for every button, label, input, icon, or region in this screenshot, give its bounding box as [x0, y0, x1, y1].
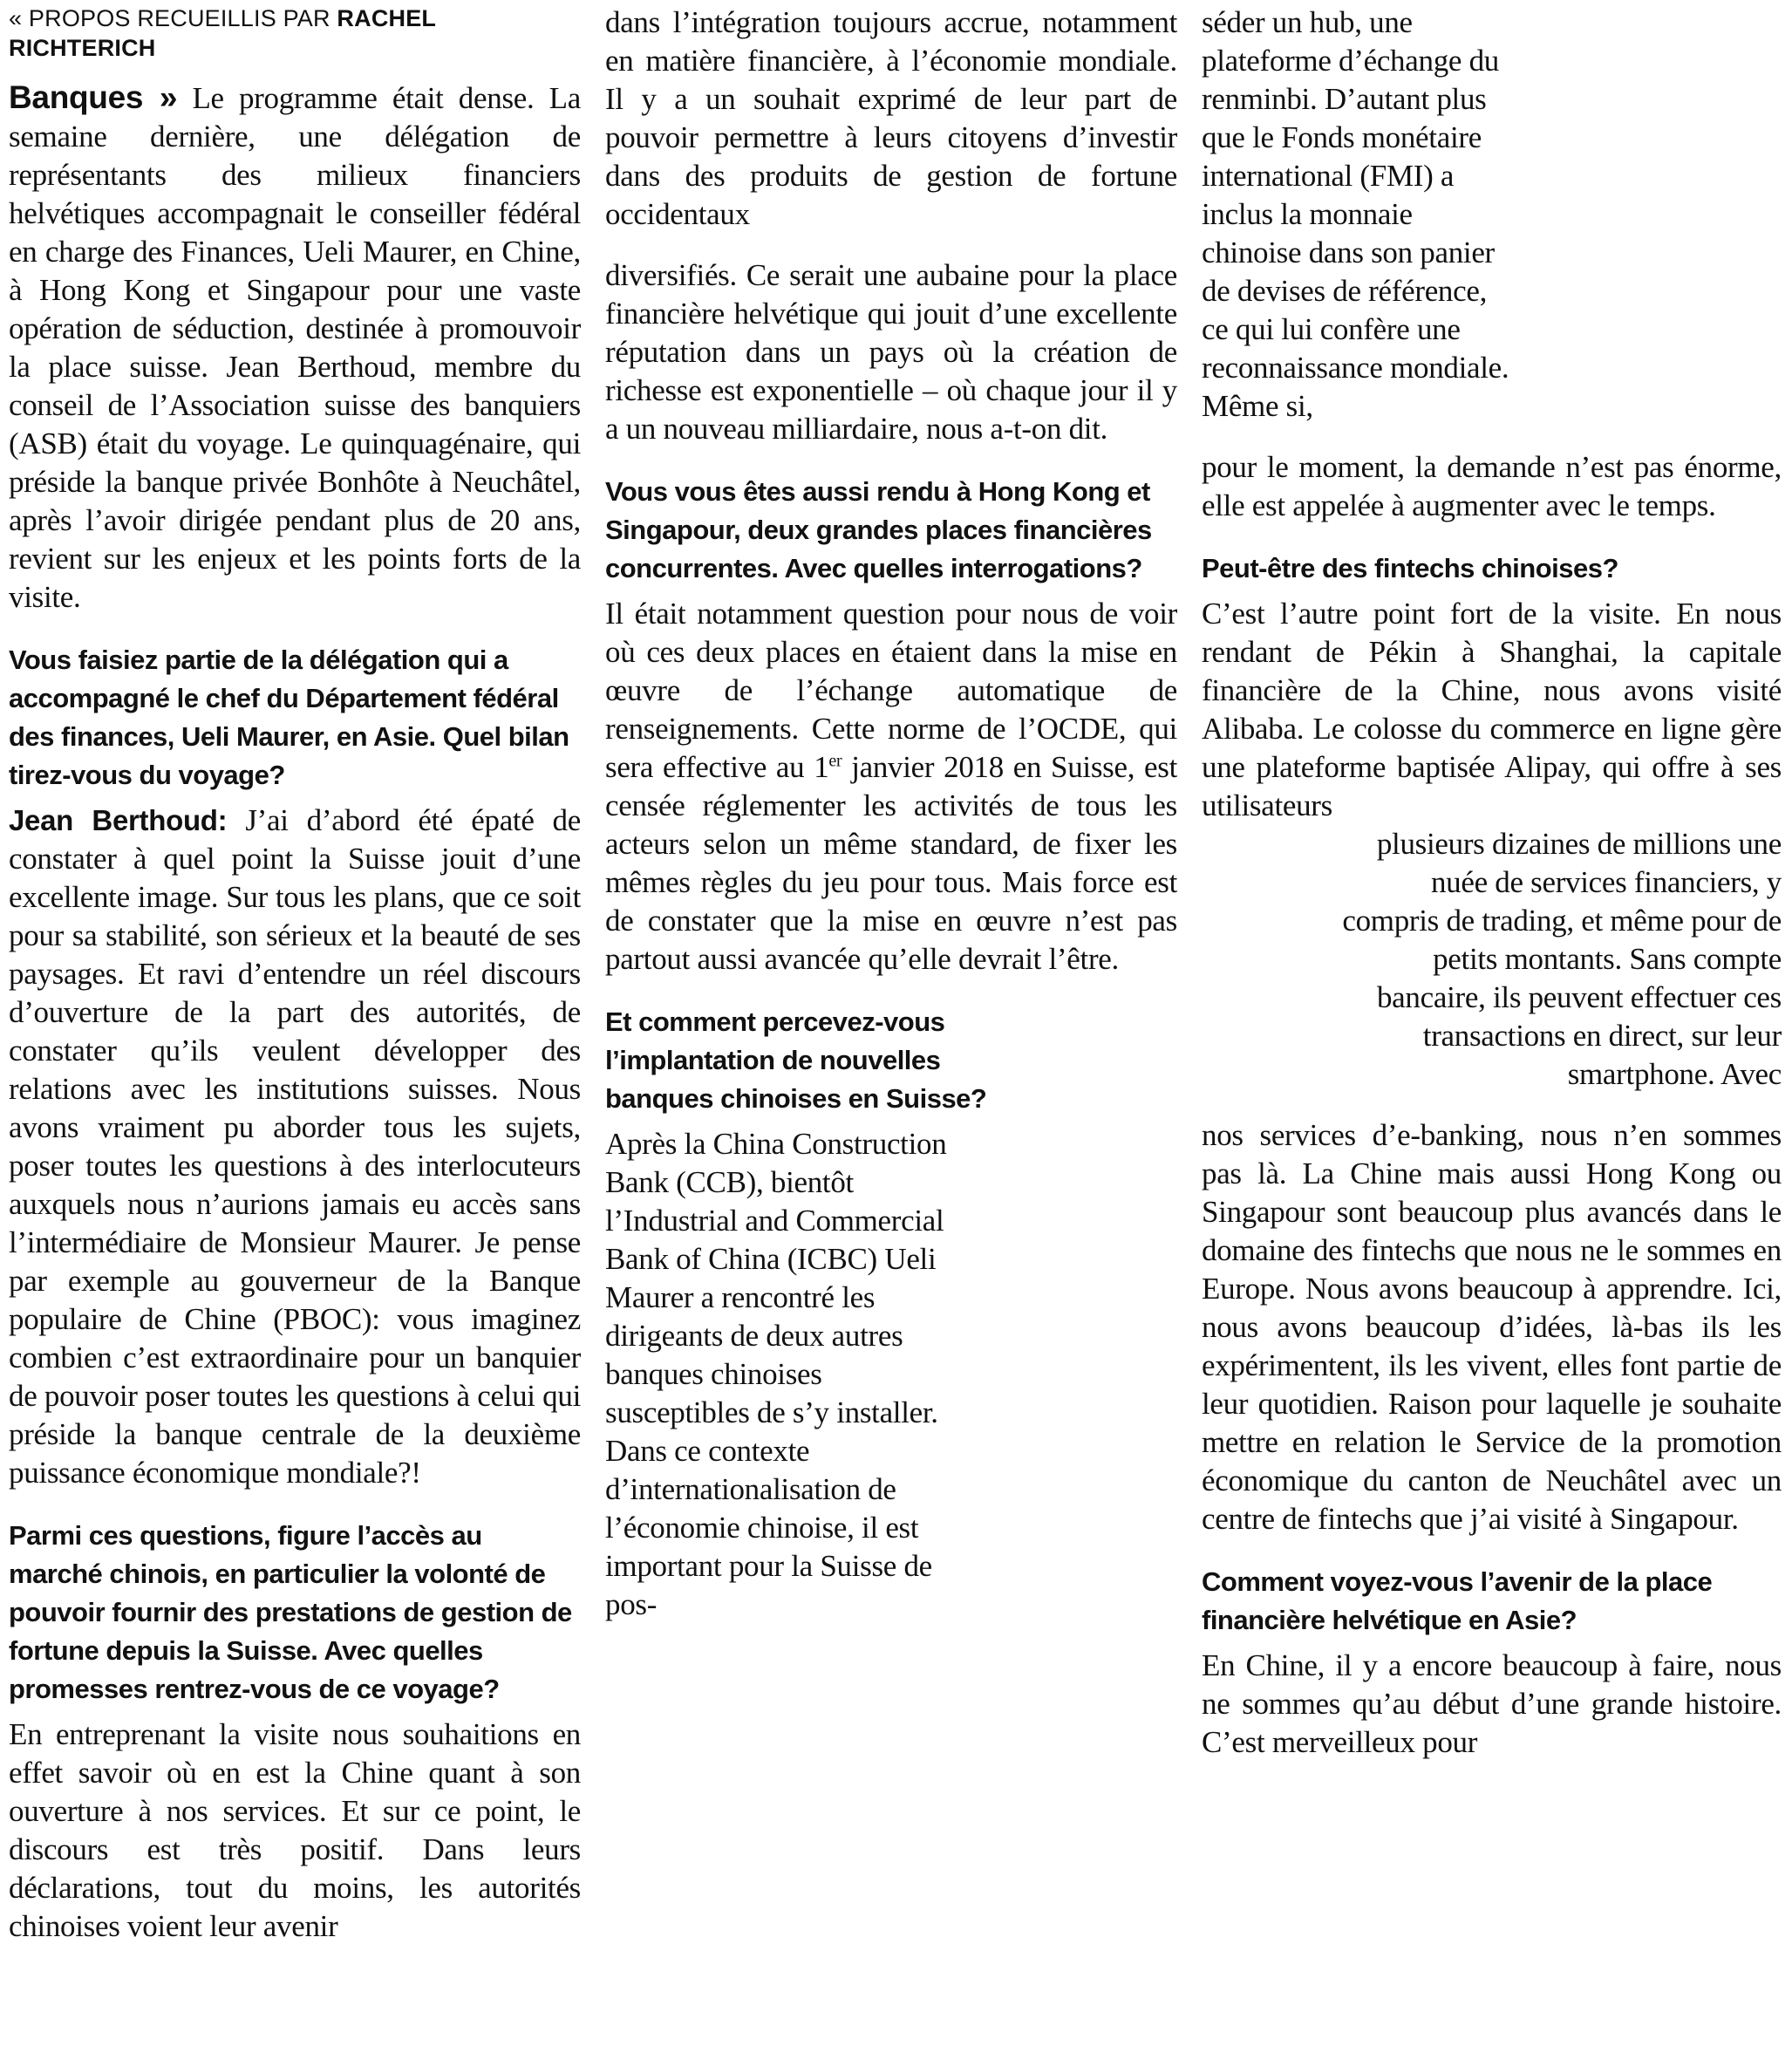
answer-2-part-3: diversifiés. Ce serait une aubaine pour la place financière helvétique qui jouit d’une excellente réputation dans un pays où la création de richesse est exponentielle – où chaque jour il y a un nouveau milliardaire, nous a-t-on dit.	[605, 258, 1177, 446]
answer-5-part-1: C’est l’autre point fort de la visite. En nous rendant de Pékin à Shanghai, la capitale financière de la Chine, nous avons visité Alibaba. Le colosse du commerce en ligne gère une plateforme baptisée Alipay, qui offre à ses utilisateurs	[1202, 597, 1782, 822]
intro-paragraph	[9, 78, 581, 617]
answer-6: En Chine, il y a encore beaucoup à faire, nous ne sommes qu’au début d’une grande histoire. C’est merveilleux pour	[1202, 1648, 1782, 1759]
question-2: Parmi ces questions, figure l’accès au marché chinois, en particulier la volonté de pouvoir fournir des prestations de gestion de fortune depuis la Suisse. Avec quelles promesses rentrez-vous de ce voyage?	[9, 1520, 572, 1704]
column-1	[9, 3, 581, 1946]
column-3	[1202, 3, 1782, 1762]
answer-3-text-before: Il était notamment question pour nous de voir où ces deux places en étaient dans la mise en œuvre de l’échange automatique de renseignements. Cette norme de l’OCDE, qui sera effective au 1	[605, 597, 1177, 784]
answer-2-part-1: En entreprenant la visite nous souhaitions en effet savoir où en est la Chine quant à son ouverture à nos services. Et sur ce point, le discours est très positif. Dans leurs déclarations, tout du moins, les autorités chinoises voient leur avenir	[9, 1717, 581, 1943]
answer-4-part-3: pour le moment, la demande n’est pas énorme, elle est appelée à augmenter avec le temps.	[1202, 450, 1782, 522]
answer-3-text-after: janvier 2018 en Suisse, est censée réglementer les activités de tous les acteurs selon un même standard, de fixer les mêmes règles du jeu pour tous. Mais force est de constater que la mise en œuvre n’est pas partout aussi avancée qu’elle devrait l’être.	[605, 750, 1177, 976]
speaker-name: Jean Berthoud:	[9, 804, 228, 836]
answer-2-part-2: dans l’intégration toujours accrue, notamment en matière financière, à l’économie mondiale. Il y a un souhait exprimé de leur part de pouvoir permettre à leurs citoyens d’investir dans des produits de gestion de fortune occidentaux	[605, 5, 1177, 231]
answer-5-part-2: plusieurs dizaines de millions une nuée de services financiers, y compris de trading, et même pour de petits montants. Sans compte bancaire, ils peuvent effectuer ces transactions en direct, sur leur smartphone. Avec	[1342, 827, 1782, 1091]
intro-text: Le programme était dense. La semaine dernière, une délégation de représentants des milieux financiers helvétiques accompagnait le conseiller fédéral en charge des Finances, Ueli Maurer, en Chine, à Hong Kong et Singapour pour une vaste opération de séduction, destinée à promouvoir la place suisse. Jean Berthoud, membre du conseil de l’Association suisse des banquiers (ASB) était du voyage. Le quinquagénaire, qui préside la banque privée Bonhôte à Neuchâtel, après l’avoir dirigée pendant plus de 20 ans, revient sur les enjeux et les points forts de la visite.	[9, 81, 581, 614]
byline	[9, 3, 581, 63]
question-5: Peut-être des fintechs chinoises?	[1202, 553, 1618, 583]
ordinal-superscript: er	[828, 751, 842, 771]
answer-4-part-1: Après la China Construction Bank (CCB), bientôt l’Industrial and Commercial Bank of China (ICBC) Ueli Maurer a rencontré les dirigeants de deux autres banques chinoises susceptibles de s’y installer. Dans ce contexte d’internationalisation de l’économie chinoise, il est important pour la Suisse de pos-	[605, 1127, 947, 1621]
answer-1	[9, 801, 581, 1492]
kicker: Banques »	[9, 79, 178, 115]
byline-author: RACHEL RICHTERICH	[9, 5, 436, 61]
question-1: Vous faisiez partie de la délégation qui a accompagné le chef du Département fédéral des finances, Ueli Maurer, en Asie. Quel bilan tirez-vous du voyage?	[9, 645, 569, 790]
answer-3	[605, 595, 1177, 979]
byline-prefix: « PROPOS RECUEILLIS PAR	[9, 5, 330, 31]
column-2	[605, 3, 1177, 1624]
answer-4-part-2: séder un hub, une plateforme d’échange du renminbi. D’autant plus que le Fonds monétaire international (FMI) a inclus la monnaie chinoise dans son panier de devises de référence, ce qui lui confère une reconnaissance mondiale. Même si,	[1202, 5, 1509, 423]
answer-1-text: J’ai d’abord été épaté de constater à quel point la Suisse jouit d’une excellente image. Sur tous les plans, que ce soit pour sa stabilité, son sérieux et la beauté de ses paysages. Et ravi d’entendre un réel discours d’ouverture de la part des autorités, de constater qu’ils veulent développer des relations avec les institutions suisses. Nous avons vraiment pu aborder tous les sujets, poser toutes les questions à des interlocuteurs auxquels nous n’aurions jamais eu accès sans l’intermédiaire de Monsieur Maurer. Je pense par exemple au gouverneur de la Banque populaire de Chine (PBOC): vous imaginez combien c’est extraordinaire pour un banquier de pouvoir poser toutes les questions à celui qui préside la banque centrale de la deuxième puissance économique mondiale?!	[9, 803, 582, 1490]
question-3: Vous vous êtes aussi rendu à Hong Kong et Singapour, deux grandes places financières concurrentes. Avec quelles interrogations?	[605, 476, 1152, 583]
question-4: Et comment percevez-vous l’implantation de nouvelles banques chinoises en Suisse?	[605, 1006, 987, 1114]
answer-5-part-3: nos services d’e-banking, nous n’en sommes pas là. La Chine mais aussi Hong Kong ou Singapour sont beaucoup plus avancés dans le domaine des fintechs que nous ne le sommes en Europe. Nous avons beaucoup à apprendre. Ici, nous avons beaucoup d’idées, là-bas ils les expérimentent, ils les vivent, elles font partie de leur quotidien. Raison pour laquelle je souhaite mettre en relation le Service de la promotion économique du canton de Neuchâtel avec un centre de fintechs que j’ai visité à Singapour.	[1202, 1118, 1782, 1536]
question-6: Comment voyez-vous l’avenir de la place financière helvétique en Asie?	[1202, 1566, 1713, 1635]
